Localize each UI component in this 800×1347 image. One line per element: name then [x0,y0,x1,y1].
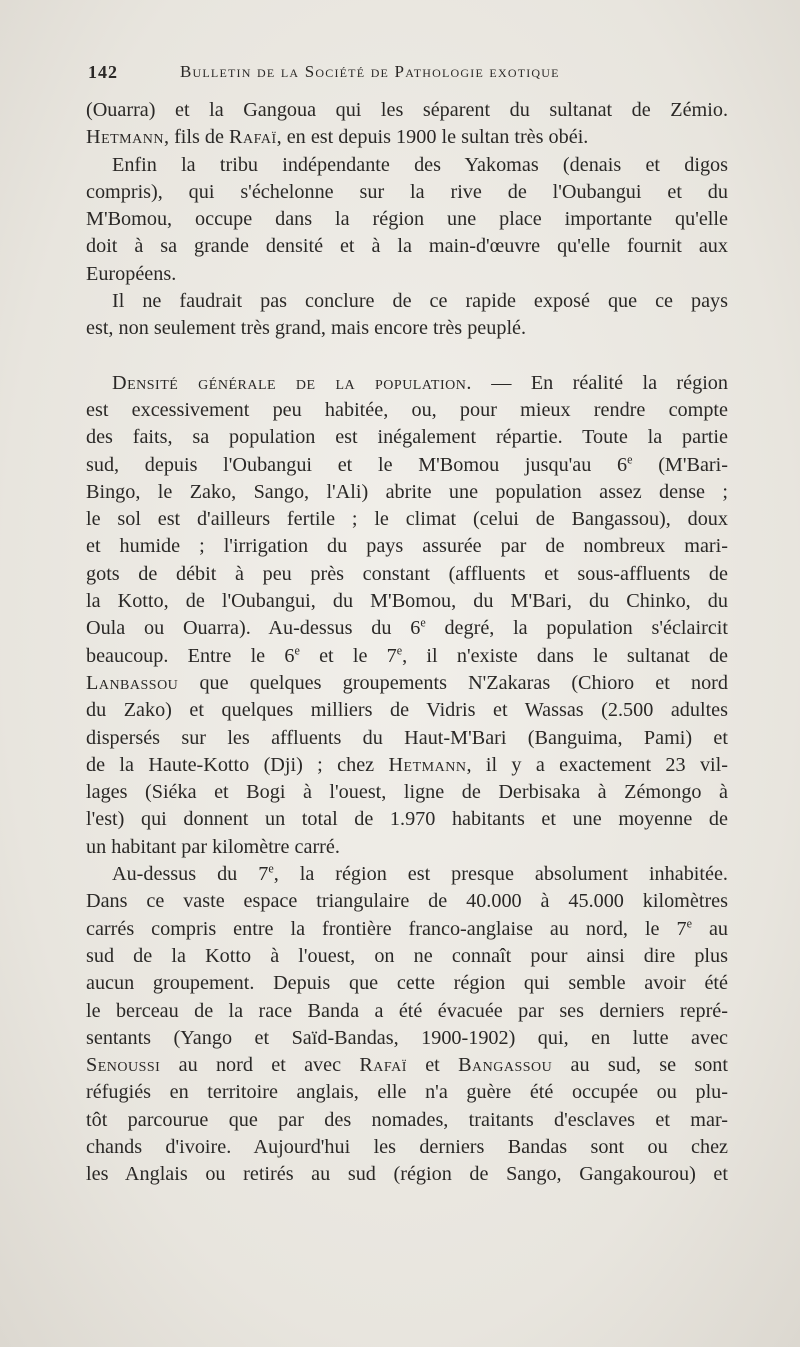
section-gap [86,343,728,370]
text-line: et humide ; l'irrigation du pays assurée par de nombreux mari- [86,535,728,558]
page-header [88,62,728,88]
text-line: le sol est d'ailleurs fertile ; le climat (celui de Bangassou), doux [86,508,728,531]
text-line: Enfin la tribu indépendante des Yakomas (denais et digos [112,153,728,176]
text-line: le berceau de la race Banda a été évacuée par ses derniers repré- [86,999,728,1022]
text-line: sud de la Kotto à l'ouest, on ne connaît pour ainsi dire plus [86,944,728,967]
text-line: réfugiés en territoire anglais, elle n'a guère été occupée ou plu- [86,1081,728,1104]
text-line: dispersés sur les affluents du Haut-M'Bari (Banguima, Pami) et [86,726,728,749]
paragraph [86,370,728,861]
page-number: 142 [88,62,118,82]
text-line: Il ne faudrait pas conclure de ce rapide exposé que ce pays [112,290,728,313]
text-line: sud, depuis l'Oubangui et le M'Bomou jusqu'au 6e (M'Bari- [86,451,728,476]
text-line: carrés compris entre la frontière franco-anglaise au nord, le 7e au [86,915,728,940]
text-line: Hetmann, fils de Rafaï, en est depuis 1900 le sultan très obéi. [86,126,589,149]
text-line: (Ouarra) et la Gangoua qui les séparent du sultanat de Zémio. [86,99,728,121]
text-line: un habitant par kilomètre carré. [86,835,340,858]
paragraph [86,288,728,343]
body-text [86,97,728,1189]
text-line: aucun groupement. Depuis que cette région qui semble avoir été [86,972,728,995]
text-line: Bingo, le Zako, Sango, l'Ali) abrite une population assez dense ; [86,480,728,503]
text-line: beaucoup. Entre le 6e et le 7e, il n'existe dans le sultanat de [86,642,728,667]
text-line: est, non seulement très grand, mais encore très peuplé. [86,317,527,340]
text-line: Au-dessus du 7e, la région est presque absolument inhabitée. [112,861,728,886]
text-line: Européens. [86,262,177,285]
paragraph [86,97,728,152]
text-line: tôt parcourue que par des nomades, traitants d'esclaves et mar- [86,1108,728,1131]
text-line: l'est) qui donnent un total de 1.970 habitants et une moyenne de [86,808,728,831]
text-line: Lanbassou que quelques groupements N'Zakaras (Chioro et nord [86,671,728,694]
section-heading-line: Densité générale de la population. — En réalité la région [112,371,728,394]
text-line: lages (Siéka et Bogi à l'ouest, ligne de Derbisaka à Zémongo à [86,781,728,804]
text-line: M'Bomou, occupe dans la région une place importante qu'elle [86,208,728,231]
text-line: les Anglais ou retirés au sud (région de Sango, Gangakourou) et [86,1163,728,1186]
text-line: des faits, sa population est inégalement répartie. Toute la partie [86,426,728,449]
text-line: gots de débit à peu près constant (affluents et sous-affluents de [86,562,728,585]
running-title: Bulletin de la Société de Pathologie exotique [180,62,560,81]
text-line: de la Haute-Kotto (Dji) ; chez Hetmann, il y a exactement 23 vil- [86,753,728,776]
text-line: compris), qui s'échelonne sur la rive de l'Oubangui et du [86,180,728,203]
text-line: Oula ou Ouarra). Au-dessus du 6e degré, la population s'éclaircit [86,615,728,640]
text-line: chands d'ivoire. Aujourd'hui les derniers Bandas sont ou chez [86,1135,728,1158]
paragraph [86,861,728,1189]
text-line: est excessivement peu habitée, ou, pour mieux rendre compte [86,398,728,421]
text-line: doit à sa grande densité et à la main-d'œuvre qu'elle fournit aux [86,235,728,258]
text-line: la Kotto, de l'Oubangui, du M'Bomou, du M'Bari, du Chinko, du [86,590,728,613]
paragraph [86,152,728,288]
text-line: sentants (Yango et Saïd-Bandas, 1900-1902) qui, en lutte avec [86,1026,728,1049]
text-line: Senoussi au nord et avec Rafaï et Bangassou au sud, se sont [86,1054,728,1077]
text-line: Dans ce vaste espace triangulaire de 40.000 à 45.000 kilomètres [86,890,728,913]
text-line: du Zako) et quelques milliers de Vidris et Wassas (2.500 adultes [86,699,728,722]
